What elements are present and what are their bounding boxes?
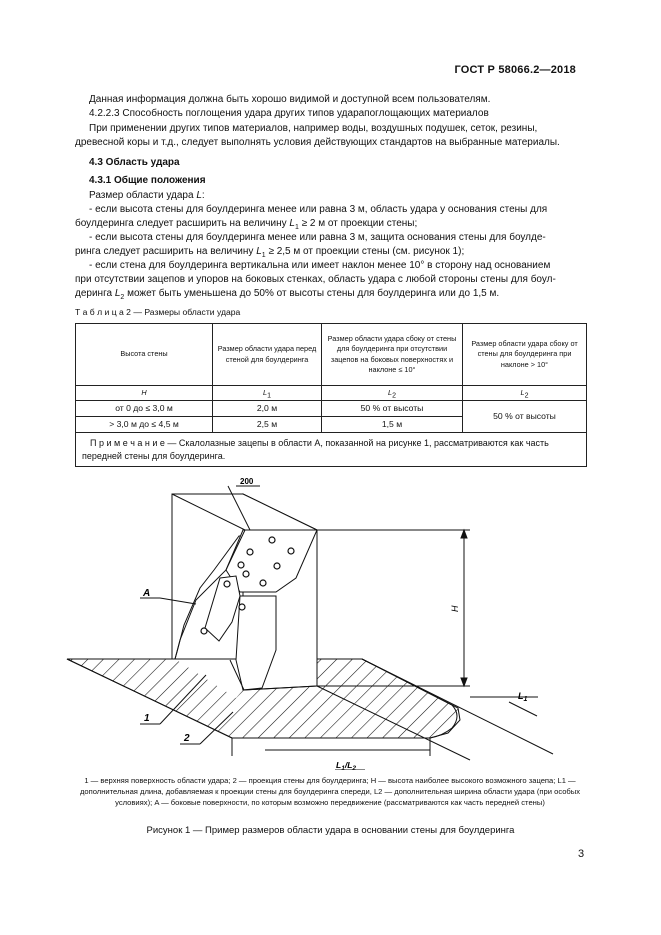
- bullet-3-line1: - если стена для боулдеринга вертикальна или имеет наклон менее 10° в сторону над основанием: [89, 260, 551, 271]
- label-a: A: [143, 588, 151, 599]
- header-side-area-vertical: Размер области удара сбоку от стены для боулдеринга при отсутствии зацепов на боковых поверхностях и наклоне ≤ 10°: [322, 324, 463, 386]
- var-l1-sub: 1: [261, 252, 266, 259]
- section-4-3-1-heading: 4.3.1 Общие положения: [89, 175, 206, 186]
- bullet-1-pre: боулдеринга следует расширить на величину: [75, 218, 287, 229]
- var-l1: L: [289, 218, 295, 229]
- table-note: [76, 433, 587, 467]
- document-id: ГОСТ Р 58066.2—2018: [454, 64, 576, 76]
- table-2-caption-prefix: Т а б л и ц а 2: [75, 307, 131, 317]
- table-row: [76, 401, 587, 417]
- bullet-3-post: может быть уменьшена до 50% от высоты стены для боулдеринга или до 1,5 м.: [127, 288, 500, 299]
- paragraph-other-materials-line1: При применении других типов материалов, например воды, воздушных подушек, сеток, резины,: [89, 123, 538, 134]
- row1-side: 50 % от высоты: [322, 401, 463, 417]
- label-2: 2: [184, 733, 190, 744]
- row2-side: 1,5 м: [322, 417, 463, 433]
- table-2-caption: [75, 307, 240, 317]
- page-number: 3: [578, 848, 585, 860]
- header-wall-height: Высота стены: [76, 324, 213, 386]
- bullet-1-line2: [75, 217, 417, 231]
- bullet-3-line3: [75, 287, 499, 301]
- bullet-2-line2: [75, 245, 464, 259]
- label-h: H: [450, 605, 460, 612]
- var-l2: L: [114, 288, 121, 299]
- table-2: [75, 323, 587, 467]
- table-2-caption-title: — Размеры области удара: [130, 307, 241, 317]
- bullet-2-post: ≥ 2,5 м от проекции стены (см. рисунок 1);: [268, 246, 465, 257]
- label-l1-l2: $L_1/L_2$: [336, 760, 357, 770]
- figure-legend: 1 — верхняя поверхность области удара; 2 — проекция стены для боулдеринга; H — высота наиболее высокого возможного зацепа; L1 — дополнительная длина, добавляемая к проекции стены для боулдеринга спереди, L2 — дополнительная ширина области удара (при особых условиях); A — боковые поверхности, по которым возможно передвижение (рассматриваются как часть передней стены): [79, 776, 581, 808]
- bullet-1-post: ≥ 2 м от проекции стены;: [301, 218, 418, 229]
- symbol-l2-overhang: $L_2$: [463, 386, 587, 401]
- figure-caption: Рисунок 1 — Пример размеров области удара в основании стены для боулдеринга: [146, 825, 515, 836]
- table-symbol-row: [76, 386, 587, 401]
- bullet-3-line2: при отсутствии зацепов и упоров на боковых стенках, область удара с любой стороны стены для боул-: [75, 274, 556, 285]
- impact-area-size-label: Размер области удара: [89, 190, 194, 201]
- header-front-area: Размер области удара перед стеной для боулдеринга: [213, 324, 322, 386]
- impact-area-size-line: Размер области удара L:: [89, 190, 205, 201]
- row2-front: 2,5 м: [213, 417, 322, 433]
- label-1: 1: [144, 713, 150, 724]
- var-l1-sub: 1: [294, 224, 299, 231]
- bullet-2-pre: ринга следует расширить на величину: [75, 246, 254, 257]
- label-l1: $L_1$: [518, 691, 528, 703]
- table-note-row: [76, 433, 587, 467]
- row1-height: от 0 до ≤ 3,0 м: [76, 401, 213, 417]
- bullet-3-pre: деринга: [75, 288, 113, 299]
- note-label: П р и м е ч а н и е: [90, 438, 165, 448]
- impact-area-size-var: L: [196, 190, 202, 201]
- symbol-l2: $L_2$: [322, 386, 463, 401]
- var-l2-sub: 2: [120, 294, 125, 301]
- bullet-1-line1: - если высота стены для боулдеринга менее или равна 3 м, область удара у основания стены для: [89, 204, 548, 215]
- symbol-h: H: [76, 386, 213, 401]
- figure-1-diagram: [0, 470, 661, 770]
- header-side-area-overhang: Размер области удара сбоку от стены для боулдеринга при наклоне > 10°: [463, 324, 587, 386]
- label-200: 200: [240, 477, 254, 486]
- bullet-2-line1: - если высота стены для боулдеринга менее или равна 3 м, защита основания стены для боулде-: [89, 232, 546, 243]
- symbol-l1: $L_1$: [213, 386, 322, 401]
- table-header-row: [76, 324, 587, 386]
- merged-overhang-cell: 50 % от высоты: [463, 401, 587, 433]
- row2-height: > 3,0 м до ≤ 4,5 м: [76, 417, 213, 433]
- dimension-l1-l2: [232, 738, 430, 770]
- paragraph-other-materials-line2: древесной коры и т.д., следует выполнять условия действующих стандартов на выбранные материалы.: [75, 137, 560, 148]
- paragraph-info-visibility: Данная информация должна быть хорошо видимой и доступной всем пользователям.: [89, 94, 491, 105]
- clause-4-2-2-3: 4.2.2.3 Способность поглощения удара других типов ударапоглощающих материалов: [89, 108, 489, 119]
- section-4-3-heading: 4.3 Область удара: [89, 157, 180, 168]
- row1-front: 2,0 м: [213, 401, 322, 417]
- var-l1: L: [256, 246, 262, 257]
- note-text: — Скалолазные зацепы в области А, показанной на рисунке 1, рассматриваются как часть передней стены для боулдеринга.: [82, 438, 549, 461]
